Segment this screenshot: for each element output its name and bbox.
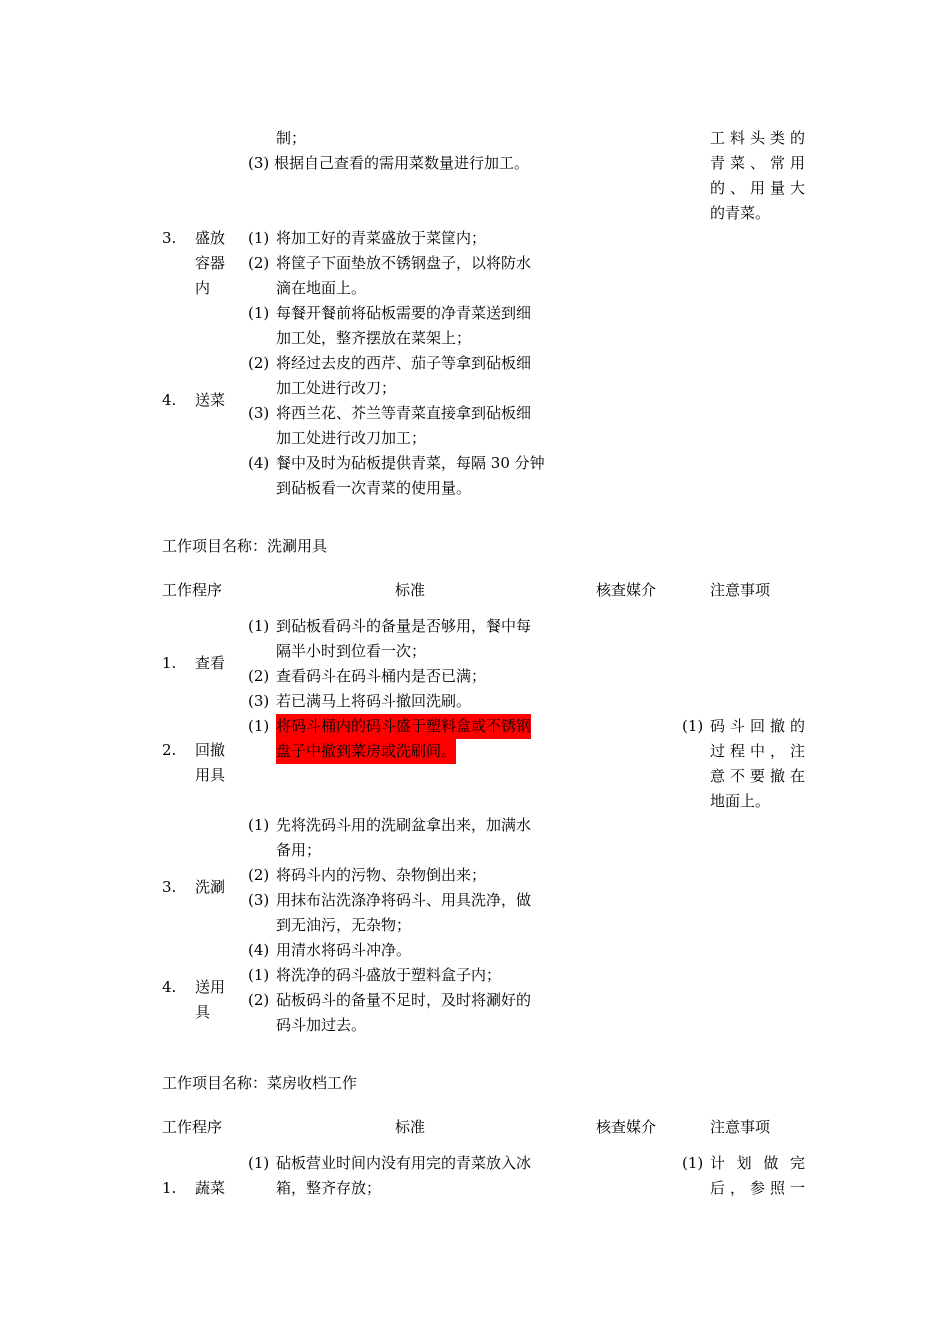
standard-text: 滴在地面上。	[276, 279, 367, 297]
highlighted-standard-text: 将码斗桶内的码斗盛于塑料盒或不锈钢	[276, 714, 531, 739]
step-number: 4.	[162, 391, 177, 409]
standard-text: 将经过去皮的西芹、茄子等拿到砧板细	[276, 354, 532, 372]
step-number: 3.	[162, 878, 177, 896]
note-text: 的、用量大	[710, 179, 805, 197]
item-number: (3)	[248, 891, 270, 909]
step-name: 具	[195, 1003, 211, 1021]
section-title: 工作项目名称：菜房收档工作	[162, 1074, 358, 1092]
standard-text: 加工处进行改刀；	[276, 379, 397, 397]
step-number: 2.	[162, 741, 177, 759]
standard-text: 每餐开餐前将砧板需要的净青菜送到细	[276, 304, 532, 322]
standard-text: 到无油污，无杂物；	[276, 916, 412, 934]
item-number: (2)	[248, 667, 270, 685]
step-name: 容器	[195, 254, 226, 272]
step-number: 4.	[162, 978, 177, 996]
item-number: (1)	[248, 617, 270, 635]
item-number: (1)	[248, 966, 270, 984]
note-text: 计 划 做 完	[710, 1154, 805, 1172]
item-number: (1)	[248, 229, 270, 247]
step-number: 1.	[162, 654, 177, 672]
highlighted-standard-text: 盘子中撤到菜房或洗刷间。	[276, 739, 456, 764]
standard-text: (3) 根据自己查看的需用菜数量进行加工。	[248, 154, 530, 172]
note-text: 青菜、常用	[710, 154, 805, 172]
standard-text: 备用；	[276, 841, 322, 859]
item-number: (2)	[248, 354, 270, 372]
standard-text: 将洗净的码斗盛放于塑料盒子内；	[276, 966, 502, 984]
standard-text: 餐中及时为砧板提供青菜，每隔 30 分钟	[276, 454, 545, 472]
step-name: 查看	[195, 654, 226, 672]
step-name: 盛放	[195, 229, 226, 247]
header-standard: 标准	[395, 581, 426, 599]
header-media: 核查媒介	[596, 581, 657, 599]
item-number: (3)	[248, 692, 270, 710]
note-text: 后，参照一	[710, 1179, 805, 1197]
step-name: 蔬菜	[195, 1179, 226, 1197]
item-number: (4)	[248, 454, 270, 472]
standard-text: 到砧板看码斗的备量是否够用，餐中每	[276, 617, 532, 635]
standard-text: 隔半小时到位看一次；	[276, 642, 427, 660]
item-number: (1)	[248, 816, 270, 834]
header-standard: 标准	[395, 1118, 426, 1136]
standard-text: 到砧板看一次青菜的使用量。	[276, 479, 472, 497]
standard-text: 码斗加过去。	[276, 1016, 367, 1034]
item-number: (1)	[248, 717, 270, 735]
note-number: (1)	[682, 717, 704, 735]
standard-text: 用清水将码斗冲净。	[276, 941, 412, 959]
item-number: (1)	[248, 304, 270, 322]
note-text: 码斗回撤的	[710, 717, 805, 735]
header-notes: 注意事项	[710, 581, 771, 599]
standard-text: 加工处，整齐摆放在菜架上；	[276, 329, 472, 347]
step-name: 送用	[195, 978, 226, 996]
standard-text: 将西兰花、芥兰等青菜直接拿到砧板细	[276, 404, 532, 422]
standard-text: 用抹布沾洗涤净将码斗、用具洗净，做	[276, 891, 532, 909]
note-text: 的青菜。	[710, 204, 771, 222]
header-procedure: 工作程序	[162, 1118, 223, 1136]
note-text: 地面上。	[710, 792, 771, 810]
standard-text: 先将洗码斗用的洗刷盆拿出来，加满水	[276, 816, 532, 834]
note-text: 意不要撤在	[710, 767, 805, 785]
header-notes: 注意事项	[710, 1118, 771, 1136]
step-name: 回撤	[195, 741, 226, 759]
step-name: 送菜	[195, 391, 226, 409]
standard-text: 将筐子下面垫放不锈钢盘子，以将防水	[276, 254, 532, 272]
step-name: 用具	[195, 766, 226, 784]
header-procedure: 工作程序	[162, 581, 223, 599]
item-number: (1)	[248, 1154, 270, 1172]
step-number: 3.	[162, 229, 177, 247]
standard-text: 砧板码斗的备量不足时，及时将涮好的	[276, 991, 532, 1009]
item-number: (3)	[248, 404, 270, 422]
header-media: 核查媒介	[596, 1118, 657, 1136]
standard-text: 将码斗内的污物、杂物倒出来；	[276, 866, 487, 884]
step-name: 洗涮	[195, 878, 226, 896]
item-number: (4)	[248, 941, 270, 959]
item-number: (2)	[248, 866, 270, 884]
step-number: 1.	[162, 1179, 177, 1197]
note-number: (1)	[682, 1154, 704, 1172]
step-name: 内	[195, 279, 211, 297]
standard-text: 砧板营业时间内没有用完的青菜放入冰	[276, 1154, 532, 1172]
standard-text: 箱，整齐存放；	[276, 1179, 382, 1197]
note-text: 过程中，注	[710, 742, 805, 760]
section-title: 工作项目名称：洗涮用具	[162, 537, 328, 555]
standard-text: 制；	[276, 129, 307, 147]
item-number: (2)	[248, 254, 270, 272]
standard-text: 若已满马上将码斗撤回洗刷。	[276, 692, 472, 710]
item-number: (2)	[248, 991, 270, 1009]
standard-text: 查看码斗在码斗桶内是否已满；	[276, 667, 487, 685]
note-text: 工料头类的	[710, 129, 805, 147]
standard-text: 加工处进行改刀加工；	[276, 429, 427, 447]
standard-text: 将加工好的青菜盛放于菜筐内；	[276, 229, 487, 247]
